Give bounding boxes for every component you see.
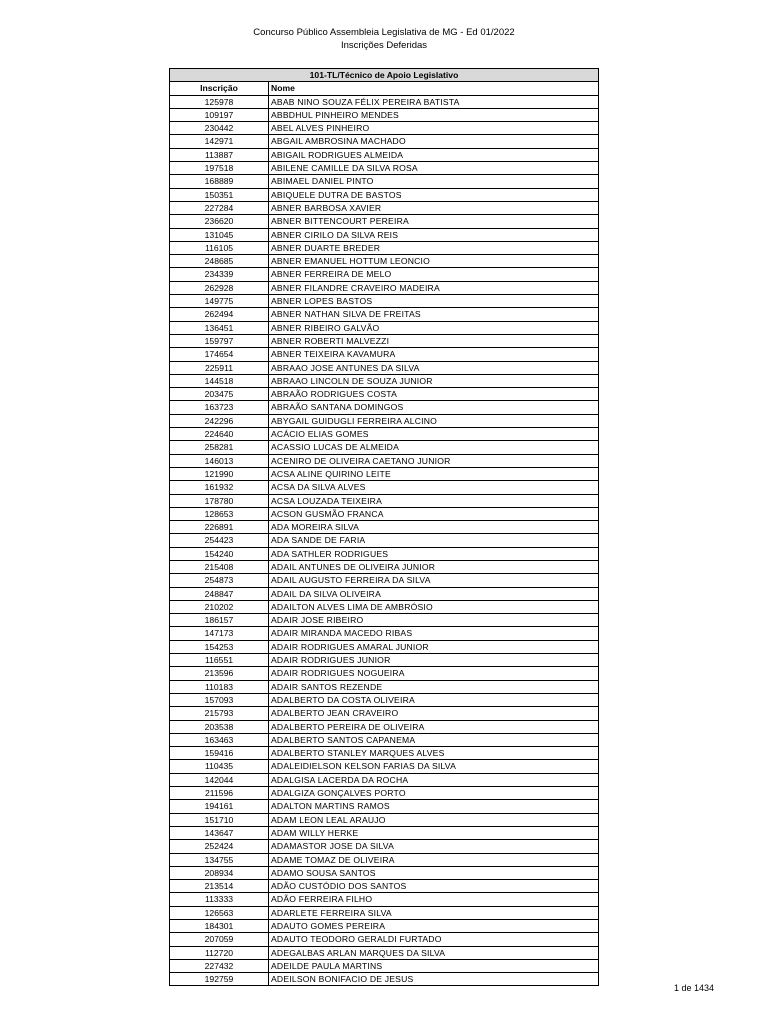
- inscricao-cell: 144518: [170, 374, 269, 387]
- inscricao-cell: 215793: [170, 707, 269, 720]
- nome-cell: ADAIL ANTUNES DE OLIVEIRA JUNIOR: [269, 560, 599, 573]
- inscricao-cell: 168889: [170, 175, 269, 188]
- table-row: [170, 494, 599, 507]
- nome-cell: ABILENE CAMILLE DA SILVA ROSA: [269, 162, 599, 175]
- nome-cell: ABNER BARBOSA XAVIER: [269, 201, 599, 214]
- table-row: [170, 255, 599, 268]
- nome-cell: ADA SATHLER RODRIGUES: [269, 547, 599, 560]
- inscricao-cell: 125978: [170, 95, 269, 108]
- inscricao-cell: 224640: [170, 428, 269, 441]
- nome-cell: ADEGALBAS ARLAN MARQUES DA SILVA: [269, 946, 599, 959]
- inscricao-cell: 186157: [170, 614, 269, 627]
- nome-cell: ABNER FILANDRE CRAVEIRO MADEIRA: [269, 281, 599, 294]
- table-row: [170, 933, 599, 946]
- table-row: [170, 973, 599, 986]
- inscricao-cell: 227432: [170, 959, 269, 972]
- inscricao-cell: 113333: [170, 893, 269, 906]
- header-title: Concurso Público Assembleia Legislativa de MG - Ed 01/2022: [253, 27, 515, 38]
- nome-cell: ADAIL DA SILVA OLIVEIRA: [269, 587, 599, 600]
- inscricao-cell: 112720: [170, 946, 269, 959]
- table-row: [170, 787, 599, 800]
- inscricao-cell: 178780: [170, 494, 269, 507]
- table-row: [170, 467, 599, 480]
- inscricao-cell: 213514: [170, 880, 269, 893]
- nome-cell: ABIGAIL RODRIGUES ALMEIDA: [269, 148, 599, 161]
- nome-cell: ABNER TEIXEIRA KAVAMURA: [269, 348, 599, 361]
- nome-cell: ADALGIZA GONÇALVES PORTO: [269, 787, 599, 800]
- inscricao-cell: 146013: [170, 454, 269, 467]
- table-row: [170, 614, 599, 627]
- inscricao-cell: 194161: [170, 800, 269, 813]
- inscricao-cell: 134755: [170, 853, 269, 866]
- table-row: [170, 295, 599, 308]
- page-number: 1 de 1434: [673, 983, 714, 993]
- table-row: [170, 667, 599, 680]
- inscricao-cell: 203538: [170, 720, 269, 733]
- nome-cell: ADAIL AUGUSTO FERREIRA DA SILVA: [269, 574, 599, 587]
- nome-cell: ADALBERTO JEAN CRAVEIRO: [269, 707, 599, 720]
- table-row: [170, 920, 599, 933]
- table-row: [170, 241, 599, 254]
- table-row: [170, 600, 599, 613]
- inscricao-cell: 128653: [170, 507, 269, 520]
- nome-cell: ABRAÃO RODRIGUES COSTA: [269, 388, 599, 401]
- nome-cell: ADÃO FERREIRA FILHO: [269, 893, 599, 906]
- table-row: [170, 175, 599, 188]
- table-row: [170, 281, 599, 294]
- table-row: [170, 840, 599, 853]
- nome-cell: ABIMAEL DANIEL PINTO: [269, 175, 599, 188]
- nome-cell: ACÁCIO ELIAS GOMES: [269, 428, 599, 441]
- nome-cell: ADALBERTO SANTOS CAPANEMA: [269, 733, 599, 746]
- table-row: [170, 374, 599, 387]
- inscricao-cell: 208934: [170, 866, 269, 879]
- inscricao-cell: 154240: [170, 547, 269, 560]
- inscricao-cell: 207059: [170, 933, 269, 946]
- nome-cell: ADARLETE FERREIRA SILVA: [269, 906, 599, 919]
- table-row: [170, 148, 599, 161]
- nome-cell: ABYGAIL GUIDUGLI FERREIRA ALCINO: [269, 414, 599, 427]
- table-row: [170, 95, 599, 108]
- inscricao-cell: 258281: [170, 441, 269, 454]
- nome-cell: ACENIRO DE OLIVEIRA CAETANO JUNIOR: [269, 454, 599, 467]
- table-row: [170, 162, 599, 175]
- nome-cell: ADAIR RODRIGUES NOGUEIRA: [269, 667, 599, 680]
- table-row: [170, 720, 599, 733]
- inscricao-cell: 150351: [170, 188, 269, 201]
- inscricao-cell: 254423: [170, 534, 269, 547]
- table-row: [170, 348, 599, 361]
- nome-cell: ADAILTON ALVES LIMA DE AMBRÓSIO: [269, 600, 599, 613]
- table-row: [170, 747, 599, 760]
- nome-cell: ACSA ALINE QUIRINO LEITE: [269, 467, 599, 480]
- table-row: [170, 441, 599, 454]
- table-row: [170, 733, 599, 746]
- table-row: [170, 507, 599, 520]
- inscricao-cell: 213596: [170, 667, 269, 680]
- table-row: [170, 201, 599, 214]
- nome-cell: ADALBERTO DA COSTA OLIVEIRA: [269, 693, 599, 706]
- table-row: [170, 215, 599, 228]
- table-row: [170, 454, 599, 467]
- table-row: [170, 547, 599, 560]
- inscricao-cell: 234339: [170, 268, 269, 281]
- nome-cell: ADAIR MIRANDA MACEDO RIBAS: [269, 627, 599, 640]
- header-subtitle: Inscrições Deferidas: [340, 40, 428, 51]
- nome-cell: ABNER RIBEIRO GALVÃO: [269, 321, 599, 334]
- nome-cell: ABRAAO JOSE ANTUNES DA SILVA: [269, 361, 599, 374]
- table-row: [170, 308, 599, 321]
- table-title: 101-TL/Técnico de Apoio Legislativo: [170, 69, 599, 82]
- inscricao-cell: 131045: [170, 228, 269, 241]
- inscricao-cell: 174654: [170, 348, 269, 361]
- table-row: [170, 361, 599, 374]
- inscricao-cell: 142044: [170, 773, 269, 786]
- table-row: [170, 388, 599, 401]
- table-row: [170, 534, 599, 547]
- table-row: [170, 813, 599, 826]
- nome-cell: ACSA LOUZADA TEIXEIRA: [269, 494, 599, 507]
- nome-cell: ADAIR SANTOS REZENDE: [269, 680, 599, 693]
- table-row: [170, 866, 599, 879]
- inscricao-cell: 154253: [170, 640, 269, 653]
- inscricao-cell: 211596: [170, 787, 269, 800]
- nome-cell: ADA MOREIRA SILVA: [269, 521, 599, 534]
- document-header: [0, 26, 768, 52]
- nome-cell: ACASSIO LUCAS DE ALMEIDA: [269, 441, 599, 454]
- nome-cell: ADALTON MARTINS RAMOS: [269, 800, 599, 813]
- nome-cell: ABNER FERREIRA DE MELO: [269, 268, 599, 281]
- table-header-row: [170, 82, 599, 95]
- inscricao-cell: 159416: [170, 747, 269, 760]
- nome-cell: ADAIR JOSE RIBEIRO: [269, 614, 599, 627]
- nome-cell: ABNER DUARTE BREDER: [269, 241, 599, 254]
- inscricao-cell: 215408: [170, 560, 269, 573]
- table-row: [170, 321, 599, 334]
- nome-cell: ACSA DA SILVA ALVES: [269, 481, 599, 494]
- column-header-inscricao: Inscrição: [170, 82, 269, 95]
- nome-cell: ADALGISA LACERDA DA ROCHA: [269, 773, 599, 786]
- inscricao-cell: 226891: [170, 521, 269, 534]
- inscricao-cell: 248847: [170, 587, 269, 600]
- table-row: [170, 560, 599, 573]
- inscricao-cell: 227284: [170, 201, 269, 214]
- inscricao-cell: 242296: [170, 414, 269, 427]
- inscricao-cell: 116105: [170, 241, 269, 254]
- nome-cell: ABRAAO LINCOLN DE SOUZA JUNIOR: [269, 374, 599, 387]
- nome-cell: ADAM LEON LEAL ARAUJO: [269, 813, 599, 826]
- nome-cell: ADEILSON BONIFACIO DE JESUS: [269, 973, 599, 986]
- table-row: [170, 959, 599, 972]
- table-row: [170, 574, 599, 587]
- column-header-nome: Nome: [269, 82, 599, 95]
- table-row: [170, 680, 599, 693]
- nome-cell: ABIQUELE DUTRA DE BASTOS: [269, 188, 599, 201]
- inscricao-cell: 136451: [170, 321, 269, 334]
- nome-cell: ABNER EMANUEL HOTTUM LEONCIO: [269, 255, 599, 268]
- inscricao-cell: 210202: [170, 600, 269, 613]
- nome-cell: ADAM WILLY HERKE: [269, 826, 599, 839]
- nome-cell: ADEILDE PAULA MARTINS: [269, 959, 599, 972]
- nome-cell: ADA SANDE DE FARIA: [269, 534, 599, 547]
- nome-cell: ABRAÃO SANTANA DOMINGOS: [269, 401, 599, 414]
- inscricao-cell: 262928: [170, 281, 269, 294]
- nome-cell: ABNER BITTENCOURT PEREIRA: [269, 215, 599, 228]
- table-row: [170, 654, 599, 667]
- table-row: [170, 893, 599, 906]
- inscricao-cell: 113887: [170, 148, 269, 161]
- inscricao-cell: 197518: [170, 162, 269, 175]
- table-row: [170, 693, 599, 706]
- table-row: [170, 906, 599, 919]
- nome-cell: ABEL ALVES PINHEIRO: [269, 122, 599, 135]
- nome-cell: ABGAIL AMBROSINA MACHADO: [269, 135, 599, 148]
- table-row: [170, 826, 599, 839]
- inscricao-cell: 142971: [170, 135, 269, 148]
- table-row: [170, 188, 599, 201]
- nome-cell: ADALEIDIELSON KELSON FARIAS DA SILVA: [269, 760, 599, 773]
- inscricao-cell: 149775: [170, 295, 269, 308]
- nome-cell: ABAB NINO SOUZA FÉLIX PEREIRA BATISTA: [269, 95, 599, 108]
- nome-cell: ADAMASTOR JOSE DA SILVA: [269, 840, 599, 853]
- inscricao-cell: 161932: [170, 481, 269, 494]
- table-row: [170, 946, 599, 959]
- inscricao-cell: 157093: [170, 693, 269, 706]
- inscricao-cell: 109197: [170, 108, 269, 121]
- table-row: [170, 853, 599, 866]
- inscricao-cell: 151710: [170, 813, 269, 826]
- inscricao-cell: 159797: [170, 334, 269, 347]
- nome-cell: ABNER LOPES BASTOS: [269, 295, 599, 308]
- table-row: [170, 587, 599, 600]
- nome-cell: ABNER CIRILO DA SILVA REIS: [269, 228, 599, 241]
- inscricao-cell: 163723: [170, 401, 269, 414]
- nome-cell: ADAUTO TEODORO GERALDI FURTADO: [269, 933, 599, 946]
- nome-cell: ADALBERTO STANLEY MARQUES ALVES: [269, 747, 599, 760]
- table-row: [170, 627, 599, 640]
- table-row: [170, 428, 599, 441]
- nome-cell: ACSON GUSMÃO FRANCA: [269, 507, 599, 520]
- nome-cell: ADAMO SOUSA SANTOS: [269, 866, 599, 879]
- table-row: [170, 414, 599, 427]
- table-row: [170, 880, 599, 893]
- inscricao-cell: 254873: [170, 574, 269, 587]
- table-title-row: [170, 69, 599, 82]
- nome-cell: ADÃO CUSTÓDIO DOS SANTOS: [269, 880, 599, 893]
- table-row: [170, 334, 599, 347]
- nome-cell: ADAIR RODRIGUES AMARAL JUNIOR: [269, 640, 599, 653]
- table-row: [170, 268, 599, 281]
- inscricao-cell: 147173: [170, 627, 269, 640]
- nome-cell: ADAME TOMAZ DE OLIVEIRA: [269, 853, 599, 866]
- nome-cell: ABBDHUL PINHEIRO MENDES: [269, 108, 599, 121]
- inscricao-cell: 121990: [170, 467, 269, 480]
- inscricao-cell: 126563: [170, 906, 269, 919]
- table-row: [170, 108, 599, 121]
- table-row: [170, 135, 599, 148]
- table-row: [170, 481, 599, 494]
- inscricao-cell: 110183: [170, 680, 269, 693]
- nome-cell: ABNER ROBERTI MALVEZZI: [269, 334, 599, 347]
- table-row: [170, 521, 599, 534]
- inscricao-cell: 236620: [170, 215, 269, 228]
- table-row: [170, 773, 599, 786]
- registrations-table: [169, 68, 599, 986]
- inscricao-cell: 192759: [170, 973, 269, 986]
- table-row: [170, 800, 599, 813]
- nome-cell: ADALBERTO PEREIRA DE OLIVEIRA: [269, 720, 599, 733]
- table-row: [170, 122, 599, 135]
- table-row: [170, 228, 599, 241]
- table-row: [170, 707, 599, 720]
- inscricao-cell: 230442: [170, 122, 269, 135]
- inscricao-cell: 203475: [170, 388, 269, 401]
- nome-cell: ABNER NATHAN SILVA DE FREITAS: [269, 308, 599, 321]
- inscricao-cell: 248685: [170, 255, 269, 268]
- table-row: [170, 640, 599, 653]
- inscricao-cell: 225911: [170, 361, 269, 374]
- inscricao-cell: 184301: [170, 920, 269, 933]
- table-row: [170, 760, 599, 773]
- inscricao-cell: 143647: [170, 826, 269, 839]
- inscricao-cell: 116551: [170, 654, 269, 667]
- inscricao-cell: 252424: [170, 840, 269, 853]
- table-body: [170, 95, 599, 986]
- nome-cell: ADAIR RODRIGUES JUNIOR: [269, 654, 599, 667]
- inscricao-cell: 262494: [170, 308, 269, 321]
- inscricao-cell: 163463: [170, 733, 269, 746]
- inscricao-cell: 110435: [170, 760, 269, 773]
- table-row: [170, 401, 599, 414]
- nome-cell: ADAUTO GOMES PEREIRA: [269, 920, 599, 933]
